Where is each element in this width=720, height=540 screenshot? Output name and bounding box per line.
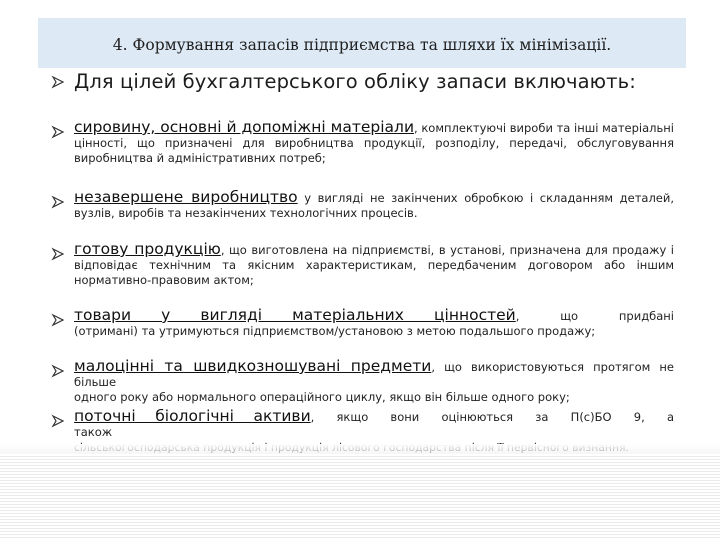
list-item xyxy=(74,120,674,166)
list-item-line xyxy=(74,120,674,136)
list-item xyxy=(74,242,674,288)
list-item-text: , що використовуються протягом не більше xyxy=(74,360,675,389)
list-item-line: відповідає технічним та якісним характеристикам, передбаченим договором або іншим xyxy=(74,258,674,272)
list-item xyxy=(74,190,674,221)
list-item-term: поточні біологічні активи xyxy=(74,407,311,425)
arrow-right-icon xyxy=(51,313,65,327)
list-item-text: , комплектуючі вироби та інші матеріальні xyxy=(414,121,674,135)
list-item-term: малоцінні та швидкозношувані предмети xyxy=(74,357,432,375)
list-item-text: , що придбані xyxy=(515,309,675,323)
list-item-text: , якщо вони оцінюються за П(с)БО 9, а також xyxy=(74,410,674,439)
list-item-text: у вигляді не закінчених обробкою і складанням деталей, xyxy=(297,191,674,205)
list-item-line: нормативно-правовим актом; xyxy=(74,273,254,287)
slide-title: 4. Формування запасів підприємства та шляхи їх мінімізації. xyxy=(112,36,612,54)
list-item-line xyxy=(74,190,674,206)
list-item-term: товари у вигляді матеріальних цінностей xyxy=(74,306,516,324)
footer-fade xyxy=(0,444,720,454)
arrow-right-icon xyxy=(51,414,65,428)
list-item-line xyxy=(74,308,674,324)
list-item-term: сировину, основні й допоміжні матеріали xyxy=(74,118,415,136)
list-item-line: цінності, що призначені для виробництва продукції, розподілу, передачі, обслуговування xyxy=(74,136,674,150)
arrow-right-icon xyxy=(51,195,65,209)
list-item-line: виробництва й адміністративних потреб; xyxy=(74,151,326,165)
list-item xyxy=(74,308,674,339)
arrow-right-icon xyxy=(51,364,65,378)
list-item-line: одного року або нормального операційного циклу, якщо він більше одного року; xyxy=(74,390,570,404)
arrow-right-icon xyxy=(51,125,65,139)
list-item-line xyxy=(74,359,674,390)
list-item-line: (отримані) та утримуються підприємством/установою з метою подальшого продажу; xyxy=(74,324,596,338)
list-item-line: вузлів, виробів та незакінчених технологічних процесів. xyxy=(74,206,418,220)
arrow-right-icon xyxy=(51,247,65,261)
list-item xyxy=(74,359,674,405)
list-item-line xyxy=(74,409,674,440)
intro-text: Для цілей бухгалтерського обліку запаси включають: xyxy=(74,70,636,93)
list-item-text: , що виготовлена на підприємстві, в установі, призначена для продажу і xyxy=(220,243,674,257)
arrow-right-icon xyxy=(51,75,65,89)
title-banner xyxy=(38,18,686,68)
list-item-term: готову продукцію xyxy=(74,240,221,258)
list-item-line xyxy=(74,242,674,258)
striped-footer-decoration xyxy=(0,454,720,540)
list-item-term: незавершене виробництво xyxy=(74,188,298,206)
